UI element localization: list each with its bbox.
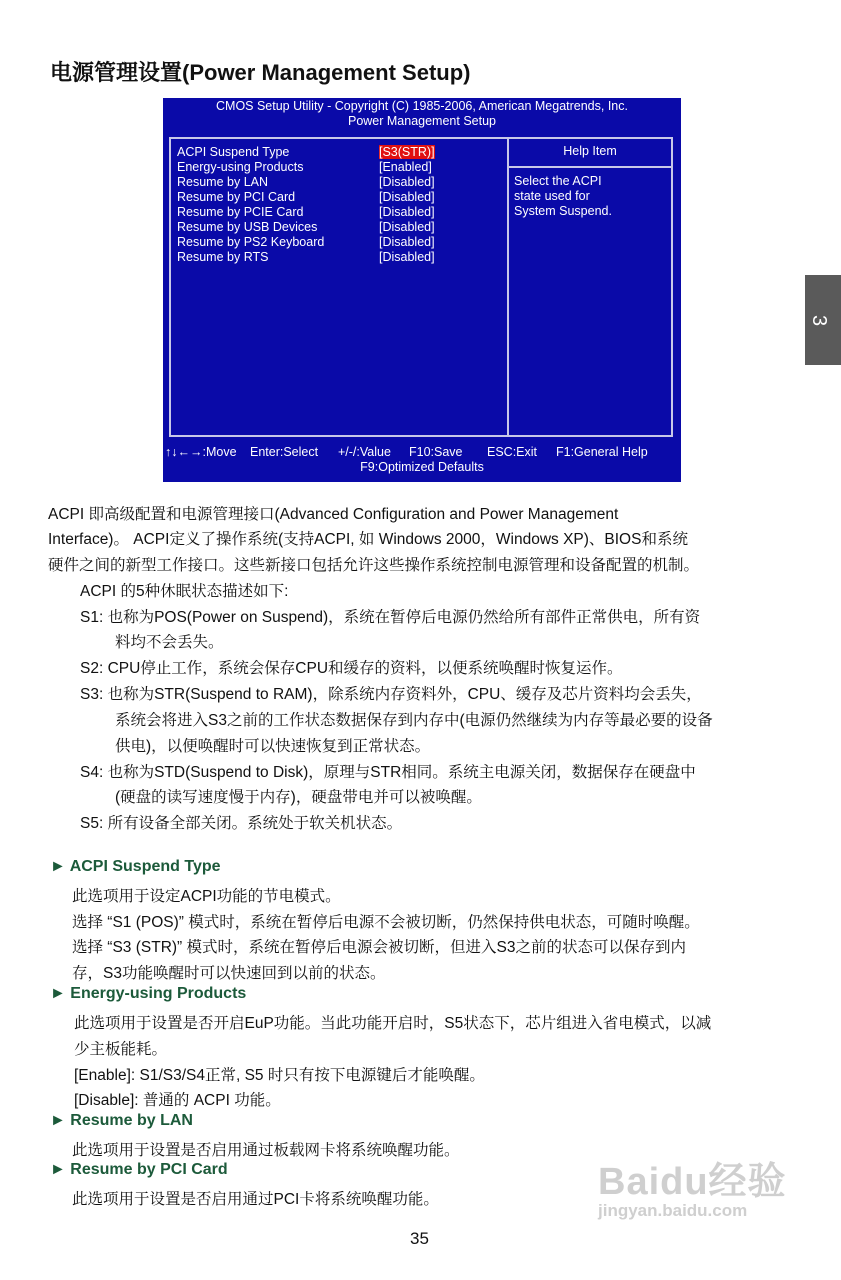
body-line: 系统会将进入S3之前的工作状态数据保存到内存中(电源仍然继续为内存等最必要的设备: [115, 712, 713, 729]
help-text: System Suspend.: [514, 204, 612, 218]
bios-setting-label[interactable]: Resume by RTS: [177, 250, 269, 264]
section-line: 选择 “S3 (STR)” 模式时，系统在暂停后电源会被切断，但进入S3之前的状态可以保存到内: [72, 939, 686, 956]
body-line: S5: 所有设备全部关闭。系统处于软关机状态。: [80, 815, 403, 832]
key-hint: ESC:Exit: [487, 445, 538, 459]
bios-setting-label[interactable]: Resume by PCI Card: [177, 190, 296, 204]
divider: [509, 166, 671, 168]
bios-setting-value[interactable]: [Disabled]: [379, 220, 435, 234]
bios-setting-value[interactable]: [Disabled]: [379, 235, 435, 249]
key-hint: F9:Optimized Defaults: [360, 460, 484, 474]
body-line: ACPI 即高级配置和电源管理接口(Advanced Configuration and Power Management: [48, 506, 619, 523]
help-text: Select the ACPI: [514, 174, 602, 188]
body-line: S1: 也称为POS(Power on Suspend)，系统在暂停后电源仍然给所有部件正常供电，所有资: [80, 609, 701, 626]
body-line: S3: 也称为STR(Suspend to RAM)，除系统内存资料外，CPU、缓存及芯片资料均会丢失，: [80, 686, 702, 703]
bios-screenshot: [163, 98, 681, 482]
body-line: 供电)，以便唤醒时可以快速恢复到正常状态。: [115, 738, 431, 755]
section-line: 存，S3功能唤醒时可以快速回到以前的状态。: [72, 965, 386, 982]
page-title: 电源管理设置(Power Management Setup): [50, 60, 471, 85]
section-line: 选择 “S1 (POS)” 模式时，系统在暂停后电源不会被切断，仍然保持供电状态，可随时唤醒。: [72, 914, 700, 931]
bios-setting-label[interactable]: Resume by PCIE Card: [177, 205, 304, 219]
bios-setting-label[interactable]: Resume by USB Devices: [177, 220, 318, 234]
body-line: S2: CPU停止工作，系统会保存CPU和缓存的资料，以便系统唤醒时恢复运作。: [80, 660, 623, 677]
bios-setting-value[interactable]: [Disabled]: [379, 250, 435, 264]
watermark-logo: Baidu经验 jingyan.baidu.com: [598, 1161, 787, 1220]
help-title: Help Item: [563, 144, 617, 158]
body-line: (硬盘的读写速度慢于内存)，硬盘带电并可以被唤醒。: [115, 789, 482, 806]
section-heading: ► ACPI Suspend Type: [50, 858, 221, 875]
section-heading: ► Energy-using Products: [50, 985, 247, 1002]
body-line: 料均不会丢失。: [115, 634, 224, 651]
section-line: [Enable]: S1/S3/S4正常, S5 时只有按下电源键后才能唤醒。: [74, 1067, 485, 1084]
bios-setting-value[interactable]: [Disabled]: [379, 175, 435, 189]
body-line: Interface)。 ACPI定义了操作系统(支持ACPI, 如 Windows 2000，Windows XP)、BIOS和系统: [48, 531, 688, 548]
key-hint: +/-/:Value: [338, 445, 391, 459]
section-line: 少主板能耗。: [74, 1041, 168, 1058]
section-line: 此选项用于设定ACPI功能的节电模式。: [72, 888, 341, 905]
bios-setting-value[interactable]: [Enabled]: [379, 160, 432, 174]
section-line: 此选项用于设置是否开启EuP功能。当此功能开启时，S5状态下，芯片组进入省电模式，以减: [74, 1015, 712, 1032]
bios-setting-value[interactable]: [Disabled]: [379, 205, 435, 219]
divider: [507, 139, 509, 435]
bios-setting-label[interactable]: Resume by LAN: [177, 175, 269, 189]
bios-setting-label[interactable]: Energy-using Products: [177, 160, 304, 174]
key-hint: F1:General Help: [556, 445, 648, 459]
bios-screen-title: Power Management Setup: [347, 114, 496, 128]
page-number: 35: [410, 1229, 429, 1248]
bios-header: CMOS Setup Utility - Copyright (C) 1985-2006, American Megatrends, Inc.: [216, 99, 628, 113]
body-line: ACPI 的5种休眠状态描述如下:: [80, 583, 289, 600]
section-heading: ► Resume by LAN: [50, 1112, 193, 1129]
section-line: [Disable]: 普通的 ACPI 功能。: [74, 1092, 281, 1109]
key-hint: F10:Save: [409, 445, 463, 459]
bios-setting-value[interactable]: [S3(STR)]: [379, 145, 435, 159]
key-hint: Enter:Select: [250, 445, 319, 459]
section-line: 此选项用于设置是否启用通过PCI卡将系统唤醒功能。: [72, 1191, 439, 1208]
bios-setting-label[interactable]: Resume by PS2 Keyboard: [177, 235, 325, 249]
section-line: 此选项用于设置是否启用通过板载网卡将系统唤醒功能。: [72, 1142, 460, 1159]
bios-setting-value[interactable]: [Disabled]: [379, 190, 435, 204]
key-hint: ↑↓←→:Move: [165, 445, 237, 459]
body-line: S4: 也称为STD(Suspend to Disk)，原理与STR相同。系统主电源关闭，数据保存在硬盘中: [80, 764, 696, 781]
chapter-tab: 3: [805, 275, 841, 365]
bios-frame: [169, 137, 673, 437]
help-text: state used for: [514, 189, 590, 203]
bios-setting-label[interactable]: ACPI Suspend Type: [177, 145, 290, 159]
body-line: 硬件之间的新型工作接口。这些新接口包括允许这些操作系统控制电源管理和设备配置的机制。: [48, 557, 700, 574]
section-heading: ► Resume by PCI Card: [50, 1161, 228, 1178]
